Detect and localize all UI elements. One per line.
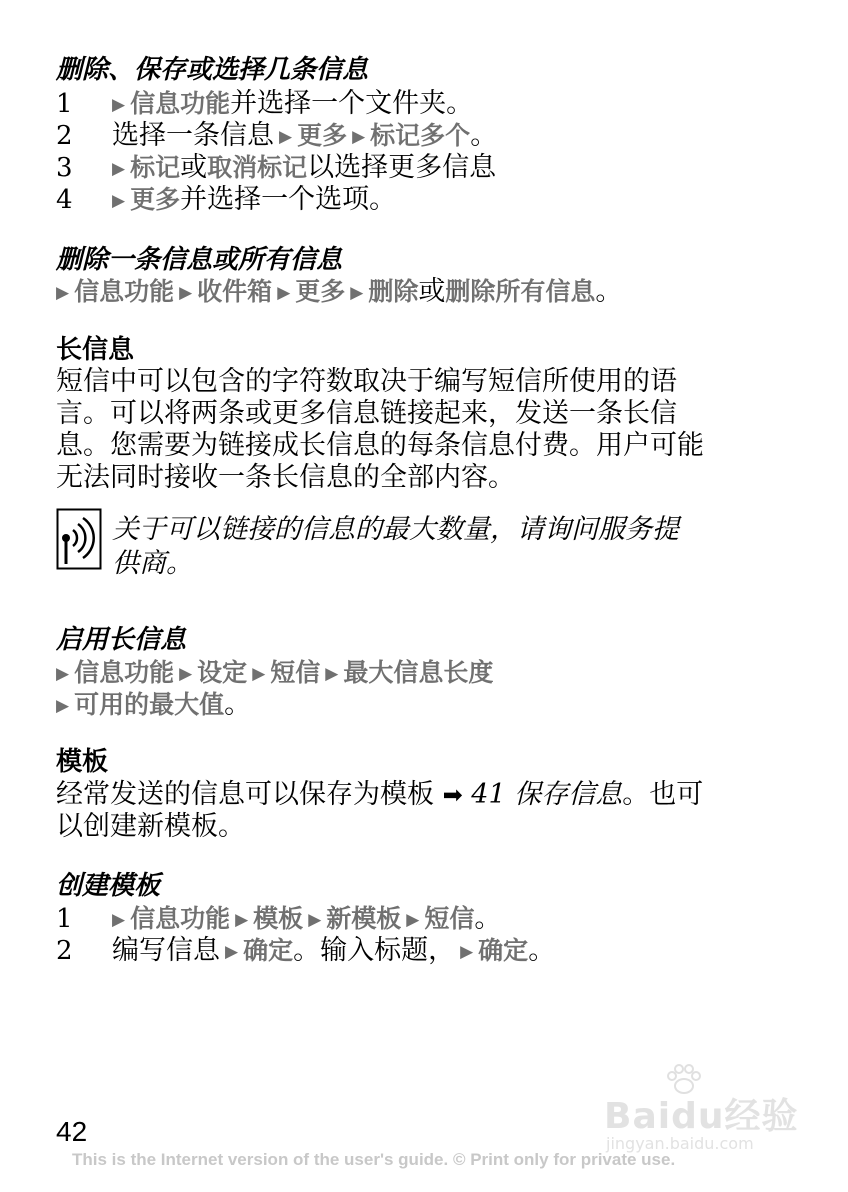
menu-item: 信息功能 [130, 904, 231, 933]
step-1 [0, 88, 848, 120]
step-text: 选择一条信息 [112, 120, 274, 151]
watermark-url: jingyan.baidu.com [606, 1134, 754, 1153]
menu-arrow-icon: ▶ [56, 664, 70, 684]
menu-arrow-icon: ▶ [235, 910, 249, 930]
or-text: 或 [418, 276, 446, 307]
menu-item: 短信 [424, 904, 475, 933]
step-number: 4 [56, 185, 73, 215]
menu-item: 删除 [368, 277, 419, 306]
step-number: 3 [56, 153, 73, 183]
menu-item: 信息功能 [74, 277, 175, 306]
page-number: 42 [56, 1116, 88, 1147]
heading-select-messages: 删除、保存或选择几条信息 [56, 55, 369, 85]
menu-item: 设定 [197, 658, 248, 687]
menu-item: 最大信息长度 [343, 658, 494, 687]
heading-enable-long-messages: 启用长信息 [56, 625, 187, 655]
enable-menu-path-line2 [56, 689, 251, 722]
menu-item: 更多 [297, 121, 348, 150]
footer-disclaimer: This is the Internet version of the user's guide. © Print only for private use. [72, 1150, 676, 1169]
step-text: 并选择一个选项。 [180, 184, 397, 215]
menu-arrow-icon: ▶ [225, 942, 239, 962]
end-text: 。 [474, 903, 502, 934]
menu-arrow-icon: ▶ [308, 910, 322, 930]
heading-create-template: 创建模板 [56, 871, 161, 901]
paragraph-line: 息。您需要为链接成长信息的每条信息付费。用户可能 [56, 430, 704, 461]
step-text: 。输入标题， [293, 935, 456, 966]
menu-item: 标记 [130, 153, 181, 182]
step-text: 并选择一个文件夹。 [230, 88, 474, 119]
end-text: 。 [595, 276, 623, 307]
menu-item: 短信 [270, 658, 321, 687]
menu-arrow-icon: ▶ [277, 283, 291, 303]
paragraph-line: 言。可以将两条或更多信息链接起来，发送一条长信 [56, 398, 677, 429]
templates-line2: 以创建新模板。 [56, 811, 245, 842]
templates-text-end: 。也可 [622, 779, 704, 810]
menu-item: 信息功能 [74, 658, 175, 687]
menu-item: 确定 [478, 936, 529, 965]
step-2 [0, 120, 848, 152]
enable-menu-path-line1 [56, 657, 493, 690]
menu-arrow-icon: ▶ [112, 910, 126, 930]
menu-item: 取消标记 [207, 153, 308, 182]
menu-arrow-icon: ▶ [112, 95, 126, 115]
menu-item: 确定 [243, 936, 294, 965]
menu-item: 模板 [253, 904, 304, 933]
step-text: 或 [180, 152, 208, 183]
paragraph-line: 无法同时接收一条长信息的全部内容。 [56, 462, 515, 493]
menu-arrow-icon: ▶ [460, 942, 474, 962]
watermark-logo: Baidu经验 [604, 1096, 799, 1137]
step-number: 2 [56, 936, 73, 966]
menu-arrow-icon: ▶ [112, 191, 126, 211]
menu-arrow-icon: ▶ [56, 283, 70, 303]
menu-item: 标记多个 [370, 121, 471, 150]
step-4 [0, 184, 848, 216]
step-number: 1 [56, 904, 73, 934]
heading-delete-messages: 删除一条信息或所有信息 [56, 245, 343, 275]
heading-long-messages: 长信息 [56, 335, 135, 365]
templates-line1 [56, 779, 703, 811]
paragraph-line: 短信中可以包含的字符数取决于编写短信所使用的语 [56, 366, 677, 397]
menu-item: 新模板 [326, 904, 402, 933]
menu-arrow-icon: ▶ [56, 696, 70, 716]
menu-arrow-icon: ▶ [179, 283, 193, 303]
step-text: 编写信息 [112, 935, 220, 966]
menu-item: 删除所有信息 [445, 277, 596, 306]
step-text: 以选择更多信息 [307, 152, 497, 183]
service-provider-note [112, 513, 679, 581]
page-reference-arrow-icon: ➡ [442, 781, 463, 809]
menu-item: 收件箱 [197, 277, 273, 306]
menu-arrow-icon: ▶ [325, 664, 339, 684]
step-3 [0, 152, 848, 184]
menu-arrow-icon: ▶ [252, 664, 266, 684]
delete-menu-path [56, 276, 622, 309]
menu-item: 更多 [295, 277, 346, 306]
heading-templates: 模板 [56, 747, 109, 777]
menu-item: 信息功能 [130, 89, 231, 118]
page-reference-title: 保存信息 [514, 779, 623, 810]
note-line: 供商。 [112, 548, 193, 579]
template-step-1 [0, 903, 848, 935]
long-messages-paragraph [56, 366, 704, 494]
network-service-icon [56, 508, 102, 570]
end-text: 。 [224, 689, 252, 720]
step-text: 。 [470, 120, 498, 151]
menu-arrow-icon: ▶ [352, 127, 366, 147]
menu-arrow-icon: ▶ [350, 283, 364, 303]
menu-item: 更多 [130, 185, 181, 214]
step-number: 2 [56, 121, 73, 151]
end-text: 。 [528, 935, 556, 966]
menu-arrow-icon: ▶ [279, 127, 293, 147]
templates-text: 经常发送的信息可以保存为模板 [56, 779, 434, 810]
template-step-2 [0, 935, 848, 967]
page-reference-number: 41 [471, 779, 506, 810]
menu-arrow-icon: ▶ [179, 664, 193, 684]
menu-arrow-icon: ▶ [112, 159, 126, 179]
menu-arrow-icon: ▶ [406, 910, 420, 930]
note-line: 关于可以链接的信息的最大数量，请询问服务提 [112, 514, 679, 545]
step-number: 1 [56, 89, 73, 119]
menu-item: 可用的最大值 [74, 690, 225, 719]
